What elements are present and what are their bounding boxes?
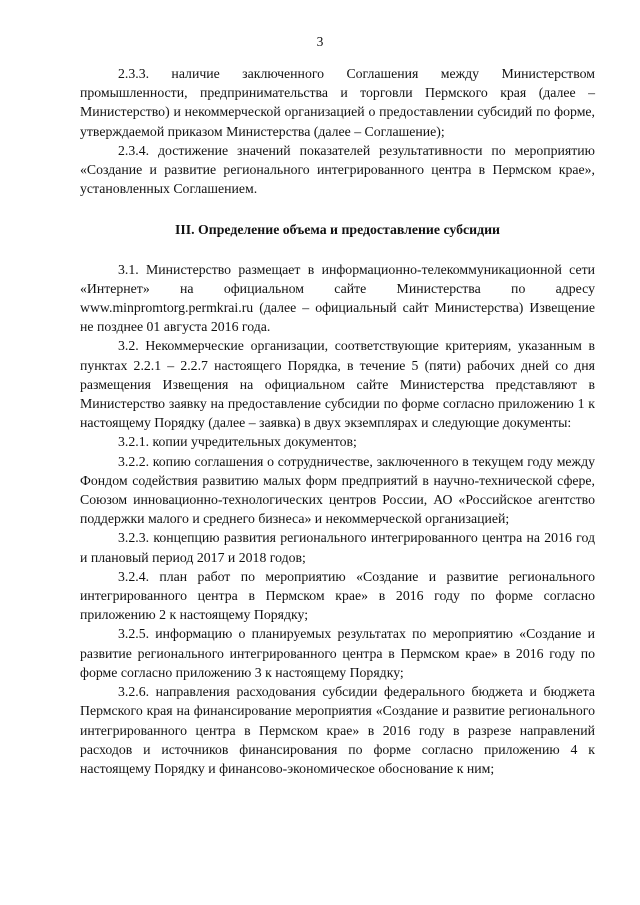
document-body <box>80 64 595 778</box>
paragraph-3-1: 3.1. Министерство размещает в информационно-телекоммуникационной сети «Интернет» на официальном сайте Министерства по адресу www.minpromtorg.permkrai.ru (далее – официальный сайт Министерства) Извещение не позднее 01 августа 2016 года. <box>80 261 595 335</box>
paragraph-3-2-1: 3.2.1. копии учредительных документов; <box>118 434 357 450</box>
paragraph-3-2-2: 3.2.2. копию соглашения о сотрудничестве, заключенного в текущем году между Фондом содействия развитию малых форм предприятий в научно-технической сфере, Союзом инновационно-технологических центров России, АО «Российское агентство поддержки малого и среднего бизнеса» и некоммерческой организацией; <box>80 453 595 527</box>
paragraph-2-3-3: 2.3.3. наличие заключенного Соглашения между Министерством промышленности, предпринимательства и торговли Пермского края (далее – Министерство) и некоммерческой организацией о предоставлении субсидий по форме, утверждаемой приказом Министерства (далее – Соглашение); <box>80 66 595 139</box>
paragraph-3-2-5: 3.2.5. информацию о планируемых результатах по мероприятию «Создание и развитие регионального интегрированного центра в Пермском крае» в 2016 году по форме согласно приложению 3 к настоящему Порядку; <box>80 626 595 680</box>
page-number: 3 <box>316 34 324 49</box>
paragraph-3-2-3: 3.2.3. концепцию развития регионального интегрированного центра на 2016 год и плановый период 2017 и 2018 годов; <box>80 530 595 565</box>
paragraph-3-2-6: 3.2.6. направления расходования субсидии федерального бюджета и бюджета Пермского края на финансирование мероприятия «Создание и развитие регионального интегрированного центра в Пермском крае» в 2016 году в разрезе направлений расходов и источников финансирования по форме согласно приложению 4 к настоящему Порядку и финансово-экономическое обоснование к ним; <box>80 684 595 776</box>
paragraph-2-3-4: 2.3.4. достижение значений показателей результативности по мероприятию «Создание и развитие регионального интегрированного центра в Пермском крае», установленных Соглашением. <box>80 142 595 197</box>
section-heading: III. Определение объема и предоставление субсидии <box>175 222 500 238</box>
paragraph-3-2-4: 3.2.4. план работ по мероприятию «Создание и развитие регионального интегрированного центра в Пермском крае» в 2016 году по форме согласно приложению 2 к настоящему Порядку; <box>80 568 595 623</box>
paragraph-3-2: 3.2. Некоммерческие организации, соответствующие критериям, указанным в пунктах 2.2.1 – 2.2.7 настоящего Порядка, в течение 5 (пяти) рабочих дней со дня размещения Извещения на официальном сайте Министерства представляют в Министерство заявку на предоставление субсидии по форме согласно приложению 1 к настоящему Порядку (далее – заявка) в двух экземплярах и следующие документы: <box>80 338 595 431</box>
